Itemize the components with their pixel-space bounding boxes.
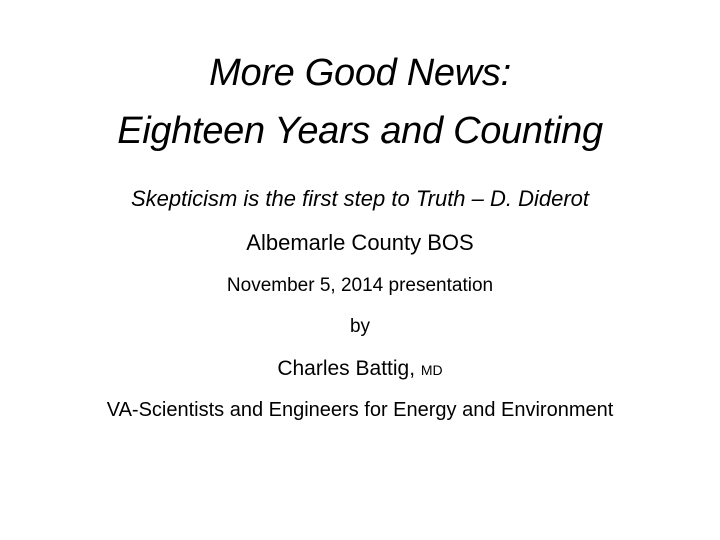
title-line-1: More Good News:	[209, 52, 511, 94]
author-credential: MD	[420, 362, 443, 378]
title-line-2: Eighteen Years and Counting	[117, 110, 603, 152]
affiliation: VA-Scientists and Engineers for Energy and Environment	[106, 399, 614, 421]
author-name: Charles Battig,	[277, 357, 416, 380]
slide-title	[0, 44, 720, 160]
presentation-date: November 5, 2014 presentation	[226, 275, 494, 296]
organization: Albemarle County BOS	[246, 230, 474, 255]
quote: Skepticism is the first step to Truth – D. Diderot	[130, 186, 590, 211]
by-label: by	[349, 316, 371, 337]
author	[0, 354, 720, 385]
